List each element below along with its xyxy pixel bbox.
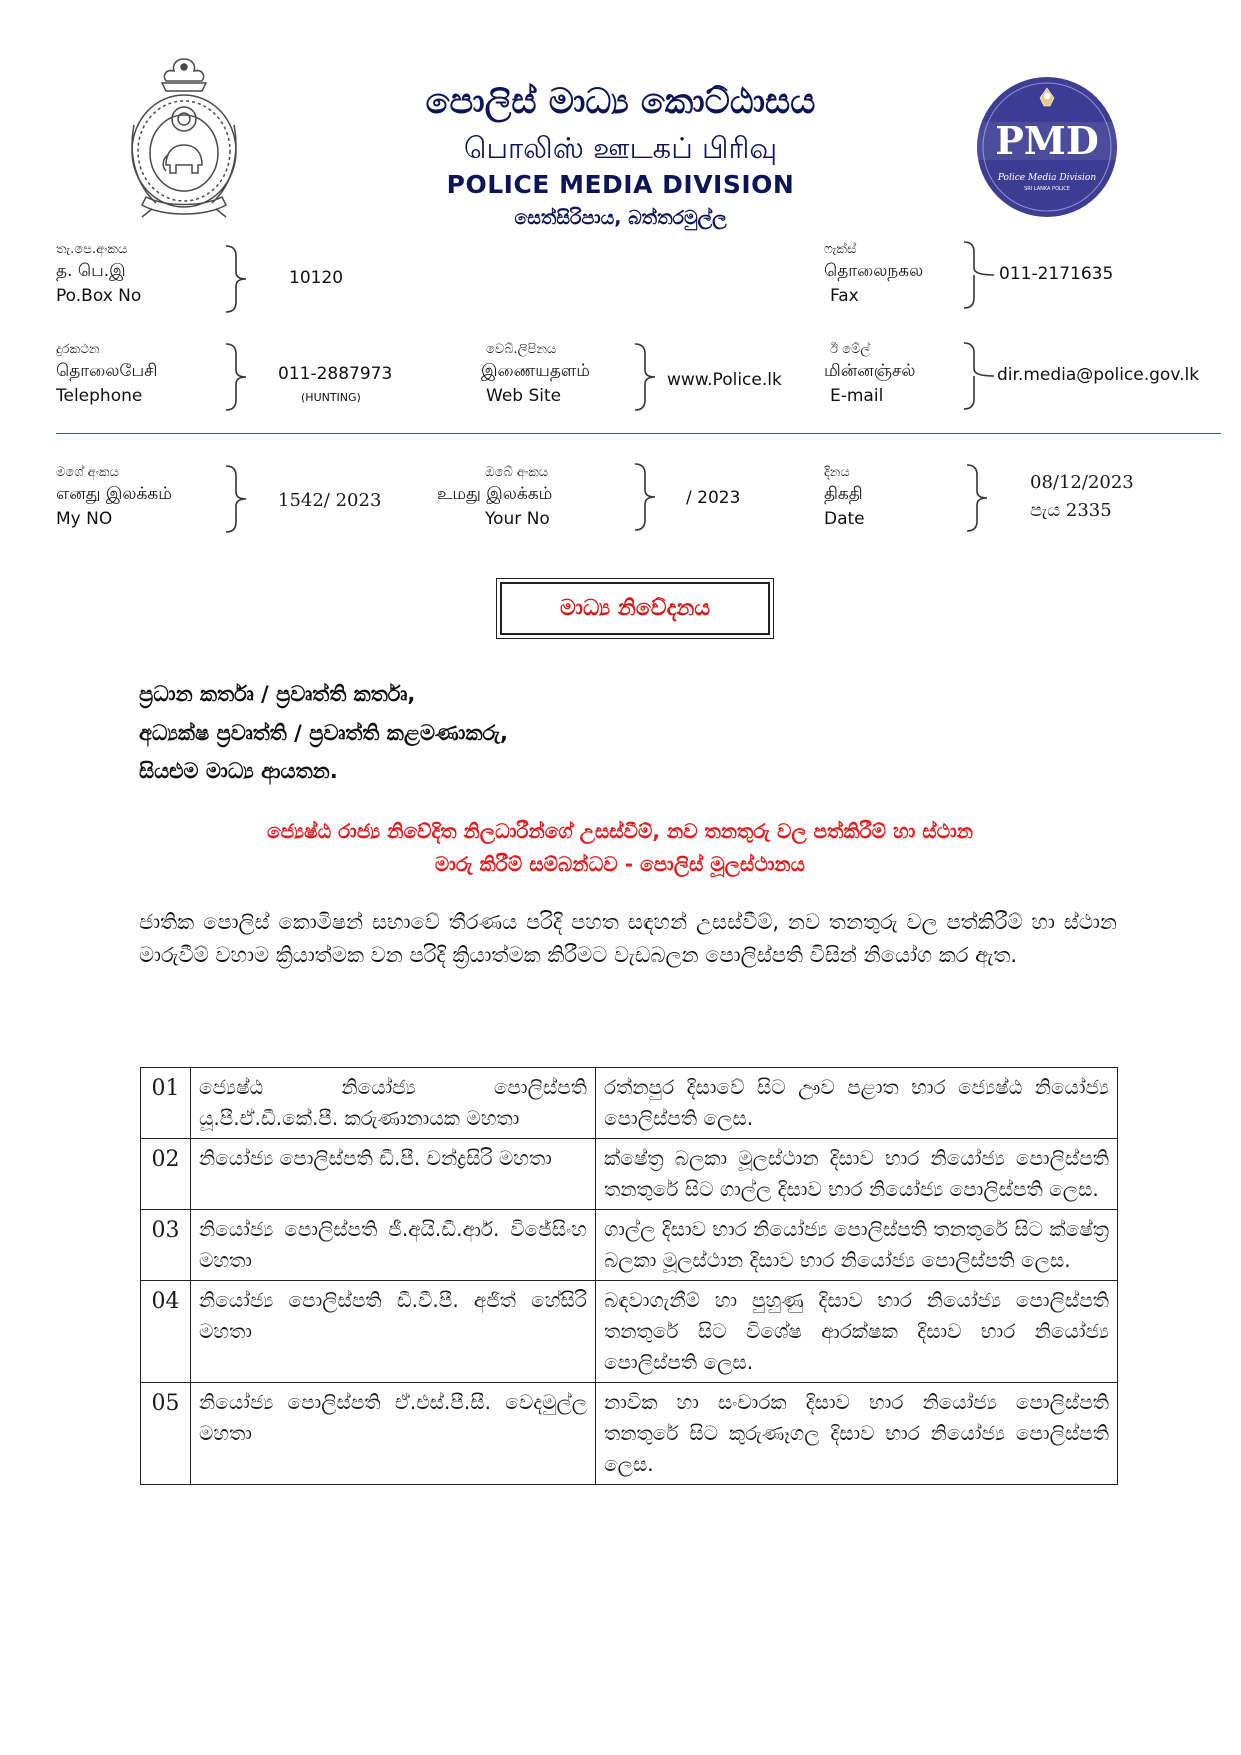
your-no-label [437, 464, 552, 531]
table-row [141, 1383, 1118, 1485]
brace-icon [633, 462, 659, 532]
body-paragraph: ජාතික පොලිස් කොමිෂන් සභාවේ තීරණය පරිදි පහත සඳහන් උසස්වීම්, නව තනතුරු වල පත්කිරීම් හා ස්ථාන මාරුවීම් වහාම ක්‍රියාත්මක වන පරිදි ක්‍රියාත්මක කිරීමට වැඩබලන පොලිස්පති විසින් නියෝග කර ඇත. [139, 910, 1117, 967]
brace-icon [962, 341, 996, 411]
officer-name: නියෝජ්‍ය පොලිස්පති ඩී.පී. චන්ද්‍රසිරි මහතා [191, 1139, 596, 1210]
pobox-label-si: තැ.පෙ.අංකය [56, 242, 128, 257]
division-address: සෙත්සිරිපාය, බත්තරමුල්ල [514, 207, 727, 229]
date-label-ta: திகதி [824, 484, 863, 505]
date-label [824, 464, 865, 531]
pobox-label [56, 241, 141, 308]
row-number: 03 [141, 1210, 191, 1281]
brace-icon [224, 464, 250, 534]
date-label-en: Date [824, 508, 865, 529]
fax-label-si: ෆැක්ස් [824, 242, 857, 257]
your-no-label-si: ඔබේ අංකය [485, 465, 549, 480]
my-no-value: 1542/ 2023 [278, 490, 382, 511]
brace-icon [224, 342, 250, 412]
addressee-line-3: සියළුම මාධ්‍ය ආයතන. [139, 759, 338, 783]
division-title-english: POLICE MEDIA DIVISION [446, 170, 795, 199]
division-title-sinhala: පොලිස් මාධ්‍ය කොට්ඨාසය [425, 82, 816, 122]
date-value: 08/12/2023 [1030, 472, 1134, 493]
website-link[interactable]: www.Police.lk [667, 370, 782, 390]
table-row [141, 1210, 1118, 1281]
pmd-logo-subcaption: SRI LANKA POLICE [1024, 186, 1070, 192]
header-divider [56, 433, 1221, 434]
row-number: 01 [141, 1068, 191, 1139]
transfers-table [140, 1067, 1118, 1485]
subject-line-1: ජ්‍යෙෂ්ඨ රාජ්‍ය නිවේදිත නිලධාරීන්ගේ උසස්වීම්, නව තනතුරු වල පත්කිරීම් හා ස්ථාන [266, 819, 974, 843]
notice-title-box [496, 578, 774, 639]
fax-label-ta: தொலைநகல [824, 261, 924, 282]
brace-icon [965, 463, 991, 533]
my-no-label-si: මගේ අංකය [56, 465, 119, 480]
table-row [141, 1068, 1118, 1139]
posting-detail: බඳවාගැනීම් හා පුහුණු දිසාව භාර නියෝජ්‍ය පොලිස්පති තනතුරේ සිට විශේෂ ආරක්ෂක දිසාව භාර නියෝජ්‍ය පොලිස්පති ලෙස. [596, 1281, 1118, 1383]
row-number: 05 [141, 1383, 191, 1485]
pobox-label-en: Po.Box No [56, 285, 142, 306]
telephone-label-ta: தொலைபேசி [56, 361, 158, 382]
email-label-en: E-mail [830, 385, 884, 406]
telephone-label [56, 341, 157, 408]
your-no-label-ta: உமது இலக்கம் [437, 484, 553, 505]
website-label-ta: இணையதளம் [481, 361, 590, 382]
brace-icon [633, 342, 659, 412]
telephone-value: 011-2887973 [278, 364, 393, 384]
pmd-logo-text: PMD [995, 118, 1099, 163]
date-label-si: දිනය [824, 465, 850, 480]
email-link[interactable]: dir.media@police.gov.lk [997, 365, 1200, 385]
my-no-label [56, 464, 172, 531]
telephone-label-si: දුරකථන [56, 342, 100, 357]
row-number: 04 [141, 1281, 191, 1383]
officer-name: ජ්‍යෙෂ්ඨ නියෝජ්‍ය පොලිස්පති යූ.පී.ඒ.ඩී.කේ.පී. කරුණානායක මහතා [191, 1068, 596, 1139]
posting-detail: ක්ෂේත්‍ර බලකා මූලස්ථාන දිසාව භාර නියෝජ්‍ය පොලිස්පති තනතුරේ සිට ගාල්ල දිසාව භාර නියෝජ්‍ය පොලිස්පති ලෙස. [596, 1139, 1118, 1210]
row-number: 02 [141, 1139, 191, 1210]
website-label-si: වෙබ්.ලිපිනය [486, 342, 557, 357]
my-no-label-ta: எனது இலக்கம் [56, 484, 172, 505]
pobox-label-ta: த. பெ.இ [56, 261, 126, 282]
telephone-hunting-note: (HUNTING) [301, 391, 361, 404]
my-no-label-en: My NO [56, 508, 113, 529]
email-label [824, 341, 916, 408]
website-label [481, 341, 590, 408]
posting-detail: නාවික හා සංචාරක දිසාව භාර නියෝජ්‍ය පොලිස්පති තනතුරේ සිට කුරුණෑගල දිසාව භාර නියෝජ්‍ය පොලිස්පති ලෙස. [596, 1383, 1118, 1485]
time-value: පැය 2335 [1030, 500, 1112, 521]
fax-value: 011-2171635 [999, 264, 1114, 284]
email-label-si: ඊ මේල් [830, 342, 871, 357]
brace-icon [962, 240, 996, 310]
officer-name: නියෝජ්‍ය පොලිස්පති ඒ.එස්.පී.සී. වෙදමුල්ල මහතා [191, 1383, 596, 1485]
your-no-label-en: Your No [485, 508, 550, 529]
posting-detail: රත්නපුර දිසාවේ සිට ඌව පළාත භාර ජ්‍යෙෂ්ඨ නියෝජ්‍ය පොලිස්පති ලෙස. [596, 1068, 1118, 1139]
officer-name: නියෝජ්‍ය පොලිස්පති ඩී.වී.පී. අජිත් හේසිරි මහතා [191, 1281, 596, 1383]
officer-name: නියෝජ්‍ය පොලිස්පති ජී.අයි.ඩී.ආර්. විජේසිංහ මහතා [191, 1210, 596, 1281]
pmd-logo-caption: Police Media Division [997, 173, 1097, 183]
email-label-ta: மின்னஞ்சல் [824, 361, 916, 382]
brace-icon [224, 244, 250, 314]
pobox-value: 10120 [289, 268, 344, 288]
notice-title-inner [500, 582, 770, 635]
subject-line-2: මාරු කිරීම් සම්බන්ධව - පොලිස් මූලස්ථානය [434, 852, 806, 876]
notice-title: මාධ්‍ය නිවේදනය [559, 596, 711, 621]
addressee-line-2: අධ්‍යක්ෂ ප්‍රවෘත්ති / ප්‍රවෘත්ති කළමණාකරු, [139, 721, 509, 745]
website-label-en: Web Site [486, 385, 562, 406]
pmd-logo [976, 76, 1118, 218]
fax-label [824, 241, 923, 308]
fax-label-en: Fax [830, 285, 859, 306]
addressee-line-1: ප්‍රධාන කර්තෘ / ප්‍රවෘත්ති කර්තෘ, [139, 682, 416, 706]
table-row [141, 1281, 1118, 1383]
posting-detail: ගාල්ල දිසාව භාර නියෝජ්‍ය පොලිස්පති තනතුරේ සිට ක්ෂේත්‍ර බලකා මූලස්ථාන දිසාව භාර නියෝජ්‍ය පොලිස්පති ලෙස. [596, 1210, 1118, 1281]
division-title-tamil: பொலிஸ் ஊடகப் பிரிவு [463, 131, 778, 165]
telephone-label-en: Telephone [56, 385, 143, 406]
table-row [141, 1139, 1118, 1210]
your-no-value: / 2023 [686, 488, 741, 508]
